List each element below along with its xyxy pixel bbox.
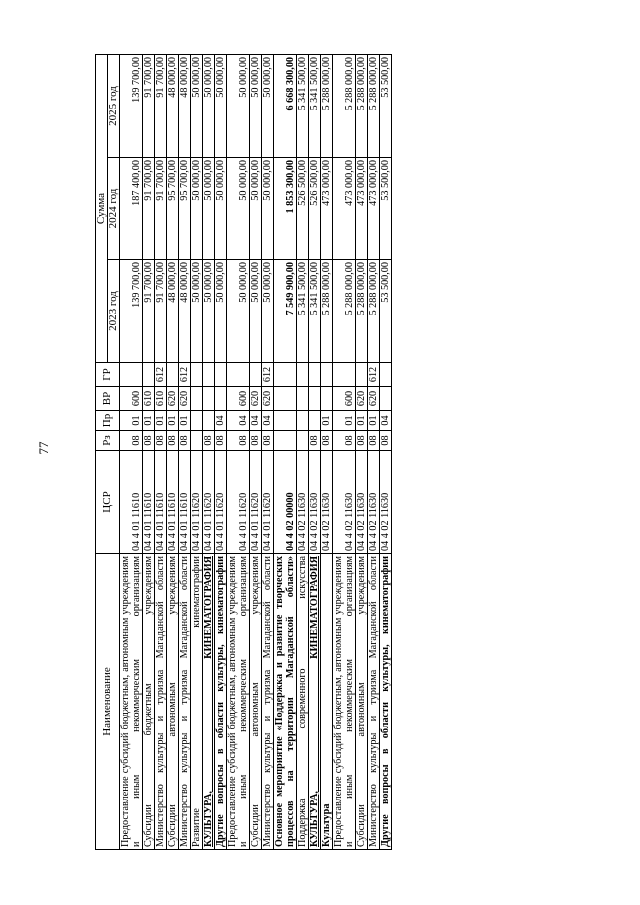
header-2023: 2023 год xyxy=(108,260,120,363)
row-vr: 600 xyxy=(120,387,143,411)
row-2024: 1 853 300,00 xyxy=(274,158,297,260)
row-2023: 91 700,00 xyxy=(155,260,167,363)
row-pr: 01 xyxy=(155,411,167,431)
row-2025: 53 500,00 xyxy=(380,54,392,157)
row-name: Субсидии автономным учреждениям xyxy=(250,554,262,850)
row-rz xyxy=(274,431,297,451)
row-csr: 04 4 01 11610 xyxy=(155,451,167,554)
row-2024: 53 500,00 xyxy=(380,158,392,260)
table-row xyxy=(120,54,143,849)
row-2025: 139 700,00 xyxy=(120,54,143,157)
row-2024: 526 500,00 xyxy=(309,158,321,260)
row-2025: 48 000,00 xyxy=(179,54,191,157)
row-pr: 01 xyxy=(179,411,191,431)
row-vr xyxy=(380,387,392,411)
row-2025: 6 668 300,00 xyxy=(274,54,297,157)
row-2024: 473 000,00 xyxy=(356,158,368,260)
row-pr: 01 xyxy=(333,411,356,431)
row-name: Культура xyxy=(321,554,333,850)
row-rz: 08 xyxy=(380,431,392,451)
row-vr: 620 xyxy=(167,387,179,411)
table-row xyxy=(356,54,368,849)
row-pr: 01 xyxy=(143,411,155,431)
row-rz: 08 xyxy=(215,431,227,451)
row-name: Другие вопросы в области культуры, кинематографии xyxy=(380,554,392,850)
row-csr: 04 4 02 11630 xyxy=(356,451,368,554)
row-csr: 04 4 02 11630 xyxy=(333,451,356,554)
row-csr: 04 4 01 11620 xyxy=(250,451,262,554)
row-2025: 5 288 000,00 xyxy=(356,54,368,157)
row-gr xyxy=(215,363,227,387)
row-pr: 04 xyxy=(250,411,262,431)
row-gr xyxy=(380,363,392,387)
row-2025: 5 341 500,00 xyxy=(309,54,321,157)
row-rz: 08 xyxy=(368,431,380,451)
table-row xyxy=(203,54,215,849)
row-2023: 50 000,00 xyxy=(250,260,262,363)
row-pr xyxy=(309,411,321,431)
row-2024: 526 500,00 xyxy=(297,158,309,260)
row-csr: 04 4 01 11610 xyxy=(143,451,155,554)
row-2025: 48 000,00 xyxy=(167,54,179,157)
row-rz: 08 xyxy=(333,431,356,451)
row-vr xyxy=(309,387,321,411)
table-row xyxy=(215,54,227,849)
row-2024: 473 000,00 xyxy=(333,158,356,260)
row-pr: 04 xyxy=(215,411,227,431)
row-gr xyxy=(191,363,203,387)
header-pr: Пр xyxy=(96,411,120,431)
row-rz: 08 xyxy=(179,431,191,451)
row-name: Министерство культуры и туризма Магаданской области xyxy=(179,554,191,850)
row-rz: 08 xyxy=(167,431,179,451)
row-gr xyxy=(309,363,321,387)
row-2024: 50 000,00 xyxy=(215,158,227,260)
row-rz: 08 xyxy=(309,431,321,451)
row-2024: 50 000,00 xyxy=(250,158,262,260)
row-vr: 610 xyxy=(155,387,167,411)
row-rz: 08 xyxy=(250,431,262,451)
budget-table xyxy=(95,54,392,850)
row-name: Министерство культуры и туризма Магаданской области xyxy=(155,554,167,850)
row-pr xyxy=(274,411,297,431)
row-gr: 612 xyxy=(155,363,167,387)
row-pr: 04 xyxy=(227,411,250,431)
row-name: Министерство культуры и туризма Магаданской области xyxy=(368,554,380,850)
row-name: Основное мероприятие «Поддержка и развитие творческих процессов на территории Магаданской области» xyxy=(274,554,297,850)
row-2024: 50 000,00 xyxy=(262,158,274,260)
row-rz: 08 xyxy=(143,431,155,451)
header-rz: Рз xyxy=(96,431,120,451)
row-gr xyxy=(250,363,262,387)
row-vr: 620 xyxy=(368,387,380,411)
table-row xyxy=(309,54,321,849)
row-pr: 01 xyxy=(120,411,143,431)
table-row xyxy=(250,54,262,849)
row-csr: 04 4 01 11620 xyxy=(203,451,215,554)
row-2023: 5 288 000,00 xyxy=(321,260,333,363)
row-2023: 50 000,00 xyxy=(227,260,250,363)
row-2024: 187 400,00 xyxy=(120,158,143,260)
row-2023: 50 000,00 xyxy=(215,260,227,363)
row-csr: 04 4 01 11620 xyxy=(262,451,274,554)
table-row xyxy=(155,54,167,849)
page-number: 77 xyxy=(36,441,51,455)
row-rz xyxy=(191,431,203,451)
header-csr: ЦСР xyxy=(96,451,120,554)
row-vr: 600 xyxy=(333,387,356,411)
row-vr xyxy=(274,387,297,411)
rotated-page-content xyxy=(95,55,590,850)
row-rz xyxy=(297,431,309,451)
row-csr: 04 4 02 11630 xyxy=(380,451,392,554)
row-name: Министерство культуры и туризма Магаданской области xyxy=(262,554,274,850)
row-2024: 50 000,00 xyxy=(191,158,203,260)
row-gr xyxy=(227,363,250,387)
row-vr: 620 xyxy=(356,387,368,411)
row-gr xyxy=(356,363,368,387)
row-gr xyxy=(167,363,179,387)
row-gr xyxy=(333,363,356,387)
row-gr xyxy=(203,363,215,387)
row-csr: 04 4 01 11620 xyxy=(227,451,250,554)
row-2025: 5 288 000,00 xyxy=(368,54,380,157)
row-2025: 5 288 000,00 xyxy=(321,54,333,157)
row-vr: 620 xyxy=(250,387,262,411)
row-vr xyxy=(215,387,227,411)
row-csr: 04 4 01 11620 xyxy=(215,451,227,554)
row-rz: 08 xyxy=(356,431,368,451)
row-2023: 5 341 500,00 xyxy=(297,260,309,363)
row-csr: 04 4 01 11610 xyxy=(120,451,143,554)
row-2023: 50 000,00 xyxy=(262,260,274,363)
row-gr: 612 xyxy=(368,363,380,387)
row-pr xyxy=(191,411,203,431)
row-rz: 08 xyxy=(120,431,143,451)
row-vr xyxy=(321,387,333,411)
table-header xyxy=(96,54,120,849)
row-gr xyxy=(143,363,155,387)
row-2025: 5 288 000,00 xyxy=(333,54,356,157)
row-gr xyxy=(274,363,297,387)
row-vr: 600 xyxy=(227,387,250,411)
row-csr: 04 4 01 11610 xyxy=(167,451,179,554)
table-row xyxy=(167,54,179,849)
row-csr: 04 4 02 11630 xyxy=(297,451,309,554)
row-2023: 5 341 500,00 xyxy=(309,260,321,363)
row-2023: 50 000,00 xyxy=(191,260,203,363)
row-2023: 5 288 000,00 xyxy=(356,260,368,363)
row-csr: 04 4 01 11610 xyxy=(179,451,191,554)
row-rz: 08 xyxy=(155,431,167,451)
row-name: Субсидии автономным учреждениям xyxy=(356,554,368,850)
table-row xyxy=(179,54,191,849)
row-vr xyxy=(191,387,203,411)
header-sum: Сумма xyxy=(96,54,108,362)
table-row xyxy=(191,54,203,849)
row-2024: 91 700,00 xyxy=(143,158,155,260)
row-gr xyxy=(321,363,333,387)
row-2025: 50 000,00 xyxy=(227,54,250,157)
row-vr: 620 xyxy=(262,387,274,411)
row-csr: 04 4 02 00000 xyxy=(274,451,297,554)
table-row xyxy=(143,54,155,849)
row-2024: 473 000,00 xyxy=(368,158,380,260)
row-2025: 50 000,00 xyxy=(262,54,274,157)
row-csr: 04 4 02 11630 xyxy=(321,451,333,554)
row-pr: 01 xyxy=(321,411,333,431)
row-2023: 48 000,00 xyxy=(167,260,179,363)
row-2024: 50 000,00 xyxy=(203,158,215,260)
row-2023: 7 549 900,00 xyxy=(274,260,297,363)
row-vr xyxy=(203,387,215,411)
row-name: Субсидии бюджетным учреждениям xyxy=(143,554,155,850)
header-vr: ВР xyxy=(96,387,120,411)
row-name: Предоставление субсидий бюджетным, автономным учреждениям и иным некоммерческим организациям xyxy=(333,554,356,850)
row-2024: 50 000,00 xyxy=(227,158,250,260)
row-2024: 95 700,00 xyxy=(179,158,191,260)
table-row xyxy=(368,54,380,849)
table-row xyxy=(227,54,250,849)
row-2023: 139 700,00 xyxy=(120,260,143,363)
row-pr xyxy=(203,411,215,431)
table-body xyxy=(120,54,392,849)
row-2023: 53 500,00 xyxy=(380,260,392,363)
header-2024: 2024 год xyxy=(108,158,120,260)
table-row xyxy=(380,54,392,849)
row-2025: 5 341 500,00 xyxy=(297,54,309,157)
row-2025: 50 000,00 xyxy=(215,54,227,157)
row-rz: 08 xyxy=(203,431,215,451)
table-row xyxy=(274,54,297,849)
row-name: Предоставление субсидий бюджетным, автономным учреждениям и иным некоммерческим организациям xyxy=(120,554,143,850)
row-pr: 04 xyxy=(262,411,274,431)
row-2023: 91 700,00 xyxy=(143,260,155,363)
row-2024: 473 000,00 xyxy=(321,158,333,260)
row-pr: 01 xyxy=(356,411,368,431)
row-csr: 04 4 01 11620 xyxy=(191,451,203,554)
row-2025: 50 000,00 xyxy=(203,54,215,157)
row-vr: 610 xyxy=(143,387,155,411)
table-row xyxy=(321,54,333,849)
row-gr xyxy=(297,363,309,387)
row-pr xyxy=(297,411,309,431)
row-name: Субсидии автономным учреждениям xyxy=(167,554,179,850)
row-rz: 08 xyxy=(321,431,333,451)
row-2025: 91 700,00 xyxy=(155,54,167,157)
table-row xyxy=(262,54,274,849)
row-2025: 50 000,00 xyxy=(250,54,262,157)
row-2024: 95 700,00 xyxy=(167,158,179,260)
row-gr: 612 xyxy=(262,363,274,387)
row-name: Другие вопросы в области культуры, кинематографии xyxy=(215,554,227,850)
row-name: Предоставление субсидий бюджетным, автономным учреждениям и иным некоммерческим организациям xyxy=(227,554,250,850)
row-vr xyxy=(297,387,309,411)
row-pr: 04 xyxy=(380,411,392,431)
row-name: Поддержка современного искусства xyxy=(297,554,309,850)
row-name: КУЛЬТУРА, КИНЕМАТОГРАФИЯ xyxy=(203,554,215,850)
row-2024: 91 700,00 xyxy=(155,158,167,260)
row-vr: 620 xyxy=(179,387,191,411)
row-pr: 01 xyxy=(368,411,380,431)
table-row xyxy=(297,54,309,849)
row-rz: 08 xyxy=(262,431,274,451)
row-2023: 5 288 000,00 xyxy=(368,260,380,363)
row-gr: 612 xyxy=(179,363,191,387)
header-2025: 2025 год xyxy=(108,54,120,157)
row-2025: 50 000,00 xyxy=(191,54,203,157)
row-csr: 04 4 02 11630 xyxy=(309,451,321,554)
header-gr: ГР xyxy=(96,363,120,387)
row-rz: 08 xyxy=(227,431,250,451)
header-name: Наименование xyxy=(96,554,120,850)
row-2025: 91 700,00 xyxy=(143,54,155,157)
row-2023: 5 288 000,00 xyxy=(333,260,356,363)
row-2023: 48 000,00 xyxy=(179,260,191,363)
row-gr xyxy=(120,363,143,387)
row-csr: 04 4 02 11630 xyxy=(368,451,380,554)
table-row xyxy=(333,54,356,849)
row-pr: 01 xyxy=(167,411,179,431)
row-name: КУЛЬТУРА, КИНЕМАТОГРАФИЯ xyxy=(309,554,321,850)
row-2023: 50 000,00 xyxy=(203,260,215,363)
row-name: Развитие кинематографии xyxy=(191,554,203,850)
